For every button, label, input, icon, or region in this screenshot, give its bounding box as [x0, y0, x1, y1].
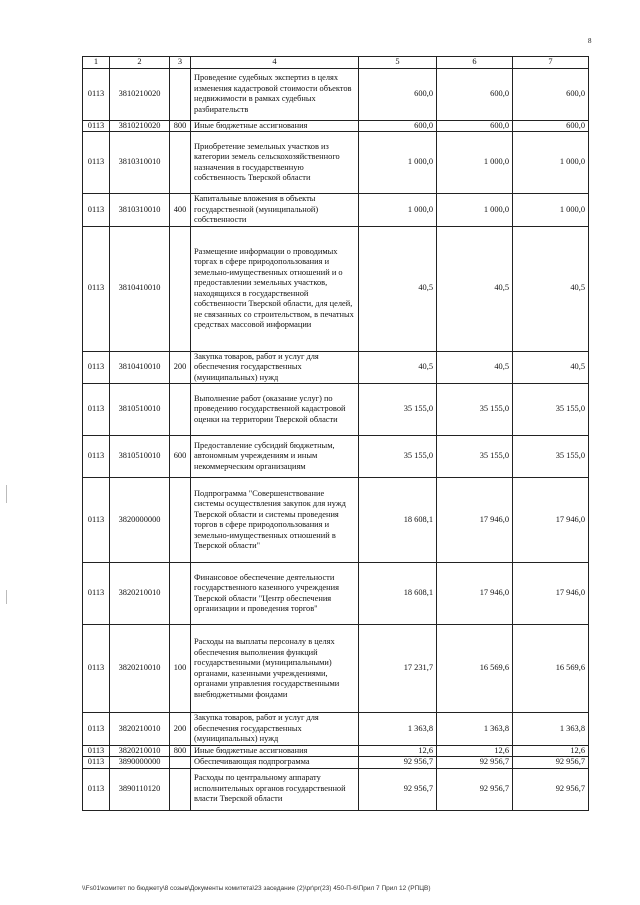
cell-1: 0113: [83, 563, 110, 625]
table-body: [83, 57, 589, 811]
cell-5: 1 363,8: [359, 713, 437, 746]
cell-7: 40,5: [513, 226, 589, 351]
cell-4: Финансовое обеспечение деятельности государственного казенного учреждения Тверской области "Центр обеспечения организации и проведения торгов": [191, 563, 359, 625]
cell-4: Проведение судебных экспертиз в целях изменения кадастровой стоимости объектов недвижимости в рамках судебных разбирательств: [191, 68, 359, 120]
header-cell: 7: [513, 57, 589, 69]
cell-5: 18 608,1: [359, 478, 437, 563]
cell-5: 1 000,0: [359, 132, 437, 194]
cell-1: 0113: [83, 745, 110, 757]
cell-3: 800: [170, 120, 191, 132]
cell-1: 0113: [83, 194, 110, 227]
table-row: [83, 68, 589, 120]
header-cell: 6: [437, 57, 513, 69]
table-row: [83, 768, 589, 810]
cell-6: 92 956,7: [437, 768, 513, 810]
cell-3: 800: [170, 745, 191, 757]
cell-1: 0113: [83, 226, 110, 351]
cell-4: Иные бюджетные ассигнования: [191, 745, 359, 757]
cell-5: 18 608,1: [359, 563, 437, 625]
cell-1: 0113: [83, 351, 110, 384]
cell-7: 35 155,0: [513, 384, 589, 436]
cell-1: 0113: [83, 384, 110, 436]
cell-2: 3810510010: [110, 436, 170, 478]
table-row: [83, 745, 589, 757]
budget-table: [82, 56, 589, 811]
cell-4: Закупка товаров, работ и услуг для обеспечения государственных (муниципальных) нужд: [191, 713, 359, 746]
cell-3: [170, 68, 191, 120]
cell-5: 35 155,0: [359, 384, 437, 436]
cell-1: 0113: [83, 768, 110, 810]
cell-1: 0113: [83, 757, 110, 769]
cell-1: 0113: [83, 120, 110, 132]
header-cell: 1: [83, 57, 110, 69]
cell-2: 3810410010: [110, 351, 170, 384]
cell-7: 35 155,0: [513, 436, 589, 478]
cell-4: Подпрограмма "Совершенствование системы осуществления закупок для нужд Тверской области и системы проведения торгов в сфере природопользования и земельно-имущественных отношений в Тверской области": [191, 478, 359, 563]
header-cell: 5: [359, 57, 437, 69]
table-row: [83, 226, 589, 351]
cell-5: 1 000,0: [359, 194, 437, 227]
table-row: [83, 563, 589, 625]
cell-2: 3820210010: [110, 713, 170, 746]
cell-5: 35 155,0: [359, 436, 437, 478]
table-row: [83, 478, 589, 563]
cell-2: 3810210020: [110, 68, 170, 120]
cell-6: 12,6: [437, 745, 513, 757]
table-row: [83, 384, 589, 436]
cell-4: Выполнение работ (оказание услуг) по проведению государственной кадастровой оценки на территории Тверской области: [191, 384, 359, 436]
cell-2: 3820210010: [110, 563, 170, 625]
cell-1: 0113: [83, 436, 110, 478]
cell-6: 600,0: [437, 68, 513, 120]
cell-6: 600,0: [437, 120, 513, 132]
cell-4: Обеспечивающая подпрограмма: [191, 757, 359, 769]
cell-4: Предоставление субсидий бюджетным, автономным учреждениям и иным некоммерческим организациям: [191, 436, 359, 478]
cell-7: 17 946,0: [513, 478, 589, 563]
cell-4: Расходы по центральному аппарату исполнительных органов государственной власти Тверской области: [191, 768, 359, 810]
cell-7: 92 956,7: [513, 757, 589, 769]
cell-1: 0113: [83, 132, 110, 194]
header-cell: 3: [170, 57, 191, 69]
table-row: [83, 713, 589, 746]
cell-3: [170, 226, 191, 351]
cell-3: [170, 478, 191, 563]
header-cell: 4: [191, 57, 359, 69]
cell-3: [170, 384, 191, 436]
cell-4: Приобретение земельных участков из категории земель сельскохозяйственного назначения в государственную собственность Тверской области: [191, 132, 359, 194]
cell-7: 1 000,0: [513, 194, 589, 227]
table-row: [83, 436, 589, 478]
cell-1: 0113: [83, 625, 110, 713]
margin-mark: [6, 485, 7, 503]
cell-4: Расходы на выплаты персоналу в целях обеспечения выполнения функций государственными (муниципальными) органами, казенными учреждениями, органами управления государственными внебюджетными фондами: [191, 625, 359, 713]
cell-7: 17 946,0: [513, 563, 589, 625]
table-row: [83, 351, 589, 384]
cell-2: 3810210020: [110, 120, 170, 132]
cell-3: [170, 563, 191, 625]
cell-5: 40,5: [359, 351, 437, 384]
cell-2: 3820000000: [110, 478, 170, 563]
cell-5: 92 956,7: [359, 757, 437, 769]
cell-7: 12,6: [513, 745, 589, 757]
cell-4: Закупка товаров, работ и услуг для обеспечения государственных (муниципальных) нужд: [191, 351, 359, 384]
cell-5: 92 956,7: [359, 768, 437, 810]
cell-6: 35 155,0: [437, 436, 513, 478]
file-path-footer: \\Fs01\комитет по бюджету\8 созыв\Документы комитета\23 заседание (2)\pr\pr(23) 450-П-6\Прил 7 Прил 12 (РПЦВ): [82, 885, 431, 892]
cell-6: 17 946,0: [437, 478, 513, 563]
cell-4: Капитальные вложения в объекты государственной (муниципальной) собственности: [191, 194, 359, 227]
cell-2: 3820210010: [110, 745, 170, 757]
cell-7: 600,0: [513, 120, 589, 132]
cell-6: 17 946,0: [437, 563, 513, 625]
cell-1: 0113: [83, 713, 110, 746]
header-row: [83, 57, 589, 69]
cell-6: 40,5: [437, 226, 513, 351]
cell-7: 1 000,0: [513, 132, 589, 194]
header-cell: 2: [110, 57, 170, 69]
page-number: 8: [588, 37, 592, 45]
cell-3: [170, 132, 191, 194]
cell-2: 3810510010: [110, 384, 170, 436]
cell-7: 40,5: [513, 351, 589, 384]
cell-2: 3810310010: [110, 132, 170, 194]
cell-2: 3890110120: [110, 768, 170, 810]
cell-2: 3890000000: [110, 757, 170, 769]
cell-6: 16 569,6: [437, 625, 513, 713]
cell-6: 1 000,0: [437, 132, 513, 194]
cell-6: 1 363,8: [437, 713, 513, 746]
cell-5: 40,5: [359, 226, 437, 351]
cell-7: 1 363,8: [513, 713, 589, 746]
cell-2: 3810410010: [110, 226, 170, 351]
cell-7: 92 956,7: [513, 768, 589, 810]
cell-3: 400: [170, 194, 191, 227]
table-row: [83, 194, 589, 227]
cell-5: 600,0: [359, 120, 437, 132]
table-row: [83, 757, 589, 769]
cell-3: 600: [170, 436, 191, 478]
cell-3: 200: [170, 351, 191, 384]
table-row: [83, 132, 589, 194]
cell-2: 3820210010: [110, 625, 170, 713]
cell-7: 600,0: [513, 68, 589, 120]
table-row: [83, 625, 589, 713]
table-row: [83, 120, 589, 132]
cell-6: 1 000,0: [437, 194, 513, 227]
cell-6: 35 155,0: [437, 384, 513, 436]
cell-7: 16 569,6: [513, 625, 589, 713]
cell-6: 40,5: [437, 351, 513, 384]
cell-4: Иные бюджетные ассигнования: [191, 120, 359, 132]
cell-2: 3810310010: [110, 194, 170, 227]
cell-3: [170, 757, 191, 769]
cell-5: 17 231,7: [359, 625, 437, 713]
cell-1: 0113: [83, 68, 110, 120]
cell-1: 0113: [83, 478, 110, 563]
cell-3: 100: [170, 625, 191, 713]
cell-5: 12,6: [359, 745, 437, 757]
cell-3: [170, 768, 191, 810]
cell-5: 600,0: [359, 68, 437, 120]
cell-6: 92 956,7: [437, 757, 513, 769]
cell-4: Размещение информации о проводимых торгах в сфере природопользования и земельно-имущественных отношений и о предоставлении земельных участков, находящихся в государственной собственности Тверской области, для целей, не связанных со строительством, в печатных средствах массовой информации: [191, 226, 359, 351]
margin-mark: [6, 590, 7, 604]
cell-3: 200: [170, 713, 191, 746]
